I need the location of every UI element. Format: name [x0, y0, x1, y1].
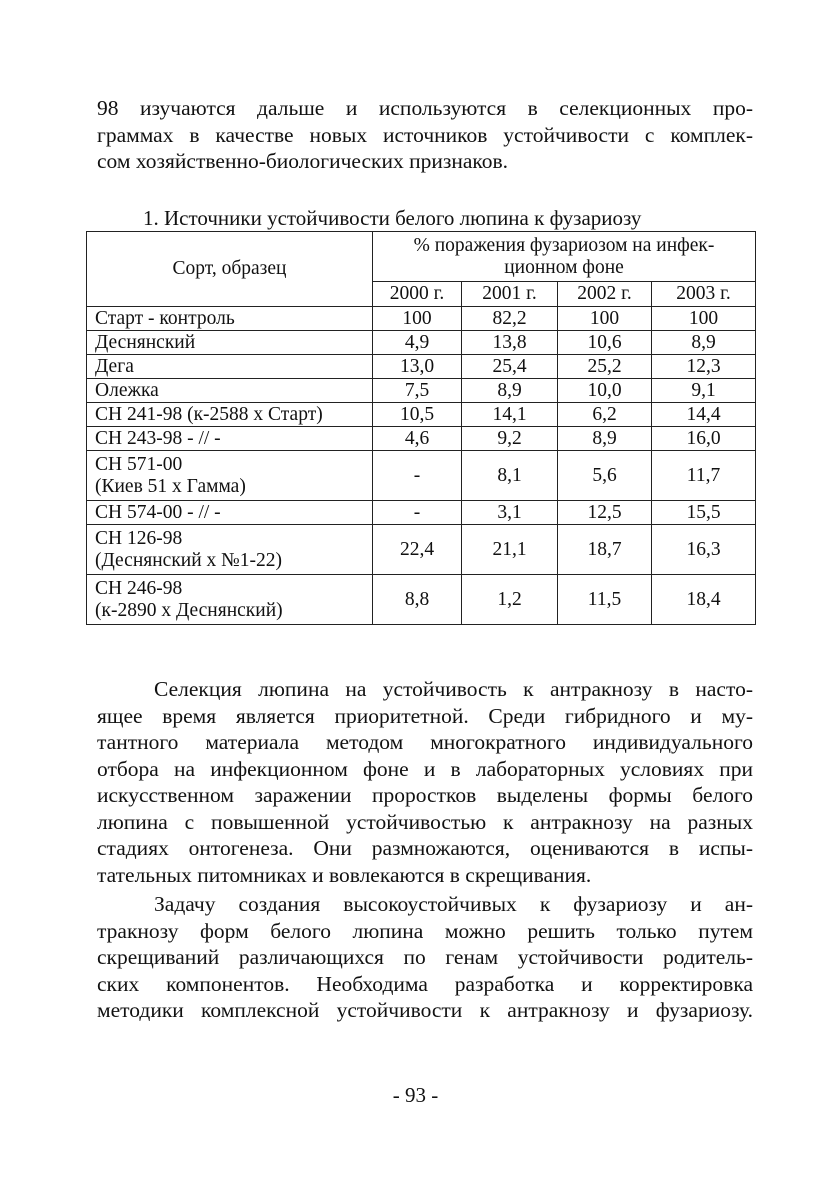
table-row	[87, 307, 756, 331]
value-cell: 5,6	[558, 451, 652, 501]
value-cell: -	[373, 451, 462, 501]
header-year: 2000 г.	[373, 282, 462, 307]
header-group-line2: ционном фоне	[504, 256, 624, 278]
text-line: тракнозу форм белого люпина можно решить только путем	[97, 918, 753, 943]
variety-name	[87, 331, 373, 355]
text-line: методики комплексной устойчивости к антракнозу и фузариозу.	[97, 998, 753, 1022]
table-body	[87, 307, 756, 625]
text-line: 98 изучаются дальше и используются в селекционных про-	[97, 96, 753, 120]
table-row	[87, 379, 756, 403]
value-cell: 16,3	[652, 525, 756, 575]
value-cell: 12,5	[558, 501, 652, 525]
variety-name	[87, 379, 373, 403]
value-cell: 7,5	[373, 379, 462, 403]
value-cell: 9,2	[462, 427, 558, 451]
value-cell: 22,4	[373, 525, 462, 575]
text-line: отбора на инфекционном фоне и в лабораторных условиях при	[97, 756, 753, 781]
paragraph-3	[97, 891, 753, 1024]
variety-name	[87, 525, 373, 575]
text-line: сом хозяйственно-биологических признаков.	[97, 149, 509, 173]
variety-name-line: СН 243-98 - // -	[95, 427, 221, 449]
value-cell: 18,4	[652, 575, 756, 625]
text-line: тантного материала методом многократного индивидуального	[97, 730, 753, 754]
value-cell: 25,2	[558, 355, 652, 379]
table-row	[87, 451, 756, 501]
value-cell: 1,2	[462, 575, 558, 625]
text-line: Селекция люпина на устойчивость к антракнозу в насто-	[154, 677, 753, 701]
variety-name-line: Дега	[95, 355, 134, 377]
table-row	[87, 403, 756, 427]
value-cell: 12,3	[652, 355, 756, 379]
variety-name-line: СН 126-98	[95, 527, 183, 549]
header-variety: Сорт, образец	[87, 232, 373, 307]
variety-name	[87, 307, 373, 331]
value-cell: 10,0	[558, 379, 652, 403]
paragraph-2	[97, 676, 753, 888]
table-row	[87, 355, 756, 379]
value-cell: 21,1	[462, 525, 558, 575]
text-line: ящее время является приоритетной. Среди гибридного и му-	[97, 703, 753, 728]
variety-name-line: Старт - контроль	[95, 307, 235, 329]
variety-name-line: Деснянский	[95, 331, 196, 353]
variety-name	[87, 403, 373, 427]
value-cell: 8,1	[462, 451, 558, 501]
variety-name-line: (Киев 51 х Гамма)	[95, 475, 246, 497]
value-cell: 13,8	[462, 331, 558, 355]
value-cell: 4,6	[373, 427, 462, 451]
page-number: - 93 -	[392, 1083, 439, 1107]
table-row	[87, 501, 756, 525]
text-line: стадиях онтогенеза. Они размножаются, оцениваются в испы-	[97, 836, 753, 860]
header-year: 2003 г.	[652, 282, 756, 307]
value-cell: 100	[373, 307, 462, 331]
variety-name-line: (Деснянский х №1-22)	[95, 549, 283, 571]
header-year: 2001 г.	[462, 282, 558, 307]
table-row	[87, 525, 756, 575]
text-line: ских компонентов. Необходима разработка и корректировка	[97, 971, 753, 996]
value-cell: 100	[558, 307, 652, 331]
table-caption: 1. Источники устойчивости белого люпина к фузариозу	[143, 206, 642, 230]
value-cell: 4,9	[373, 331, 462, 355]
value-cell: 15,5	[652, 501, 756, 525]
text-line: искусственном заражении проростков выделены формы белого	[97, 783, 753, 807]
variety-name-line: СН 574-00 - // -	[95, 501, 221, 523]
text-line: люпина с повышенной устойчивостью к антракнозу на разных	[97, 809, 753, 834]
resistance-table	[86, 231, 756, 625]
text-line: тательных питомниках и вовлекаются в скрещивания.	[97, 862, 592, 887]
value-cell: 8,9	[558, 427, 652, 451]
variety-name	[87, 355, 373, 379]
value-cell: 11,5	[558, 575, 652, 625]
value-cell: 8,9	[462, 379, 558, 403]
text-line: скрещиваний различающихся по генам устойчивости родитель-	[97, 945, 753, 969]
table-row	[87, 427, 756, 451]
variety-name-line: СН 241-98 (к-2588 х Старт)	[95, 403, 323, 425]
variety-name	[87, 501, 373, 525]
text-line: граммах в качестве новых источников устойчивости с комплек-	[97, 122, 753, 147]
value-cell: 82,2	[462, 307, 558, 331]
header-year: 2002 г.	[558, 282, 652, 307]
value-cell: -	[373, 501, 462, 525]
variety-name-line: Олежка	[95, 379, 159, 401]
header-group-line1: % поражения фузариозом на инфек-	[413, 234, 715, 256]
value-cell: 11,7	[652, 451, 756, 501]
text-line: Задачу создания высокоустойчивых к фузариозу и ан-	[154, 892, 753, 916]
value-cell: 6,2	[558, 403, 652, 427]
value-cell: 3,1	[462, 501, 558, 525]
value-cell: 10,6	[558, 331, 652, 355]
value-cell: 14,1	[462, 403, 558, 427]
value-cell: 16,0	[652, 427, 756, 451]
variety-name	[87, 451, 373, 501]
value-cell: 8,9	[652, 331, 756, 355]
variety-name-line: СН 571-00	[95, 453, 183, 475]
value-cell: 9,1	[652, 379, 756, 403]
variety-name-line: (к-2890 х Деснянский)	[95, 599, 283, 621]
table-row	[87, 575, 756, 625]
table-row	[87, 331, 756, 355]
value-cell: 13,0	[373, 355, 462, 379]
value-cell: 8,8	[373, 575, 462, 625]
paragraph-1	[97, 95, 753, 175]
value-cell: 18,7	[558, 525, 652, 575]
value-cell: 10,5	[373, 403, 462, 427]
value-cell: 25,4	[462, 355, 558, 379]
variety-name	[87, 575, 373, 625]
variety-name-line: СН 246-98	[95, 577, 183, 599]
header-group	[373, 232, 756, 282]
variety-name	[87, 427, 373, 451]
value-cell: 14,4	[652, 403, 756, 427]
value-cell: 100	[652, 307, 756, 331]
